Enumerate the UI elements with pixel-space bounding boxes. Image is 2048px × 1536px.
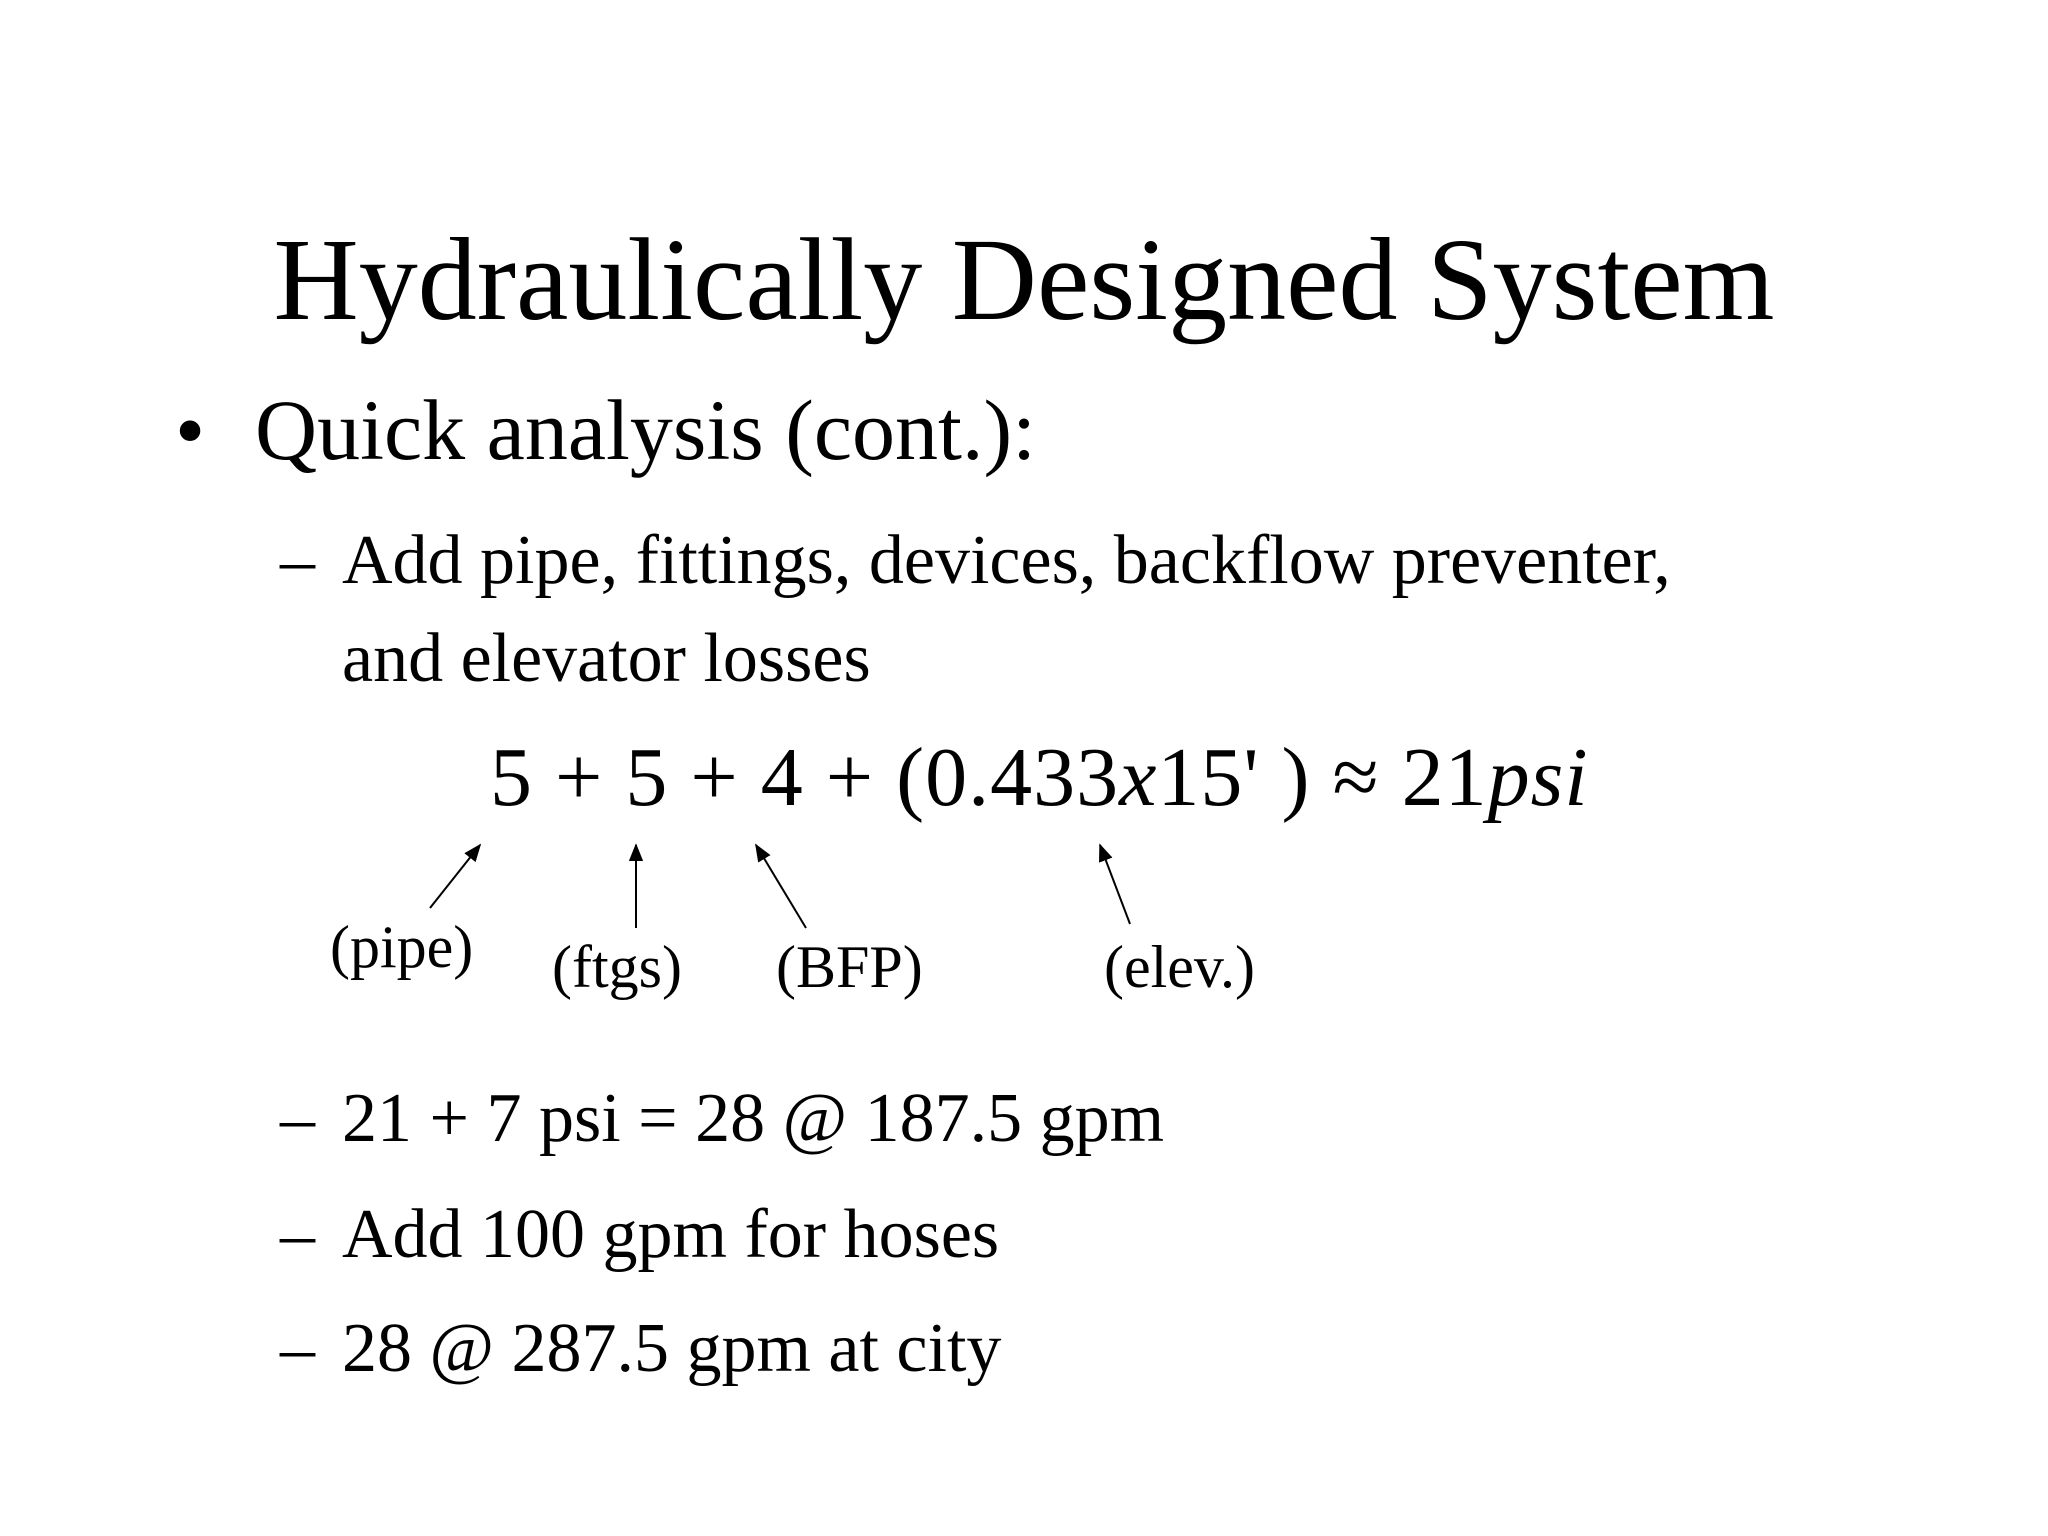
sub-item (280, 1186, 999, 1284)
bullet-marker: • (175, 382, 206, 478)
equation-result: 15' ) ≈ 21 (1157, 731, 1488, 824)
annotation-pipe: (pipe) (330, 914, 474, 980)
sub-item-marker: – (280, 1196, 315, 1273)
sub-item-text: Add 100 gpm for hoses (342, 1196, 1000, 1273)
sub-item-text-line-1: Add pipe, fittings, devices, backflow preventer, (342, 522, 1671, 599)
sub-item-marker: – (280, 1310, 315, 1387)
sub-item-text: 28 @ 287.5 gpm at city (342, 1310, 1002, 1387)
pipe-arrow (430, 845, 480, 908)
sub-item (280, 1070, 1164, 1168)
bullet-text: Quick analysis (cont.): (255, 382, 1036, 478)
sub-item-marker: – (280, 1080, 315, 1157)
sub-item-text: 21 + 7 psi = 28 @ 187.5 gpm (342, 1080, 1165, 1157)
equation-times: x (1119, 731, 1158, 824)
annotation-elev: (elev.) (1104, 934, 1255, 1000)
sub-item (280, 512, 1671, 708)
slide-title: Hydraulically Designed System (273, 214, 1775, 345)
annotation-bfp: (BFP) (776, 934, 923, 1000)
elev-arrow (1100, 845, 1130, 924)
equation-unit: psi (1487, 731, 1589, 824)
sub-item-text-line-2: and elevator losses (342, 620, 871, 697)
sub-item (280, 1300, 1001, 1398)
annotation-ftgs: (ftgs) (552, 934, 682, 1000)
sub-item-marker: – (280, 522, 315, 599)
loss-equation (490, 728, 1589, 828)
bullet-item (175, 380, 1036, 480)
equation-terms: 5 + 5 + 4 + (0.433 (490, 731, 1120, 824)
bfp-arrow (756, 845, 806, 928)
